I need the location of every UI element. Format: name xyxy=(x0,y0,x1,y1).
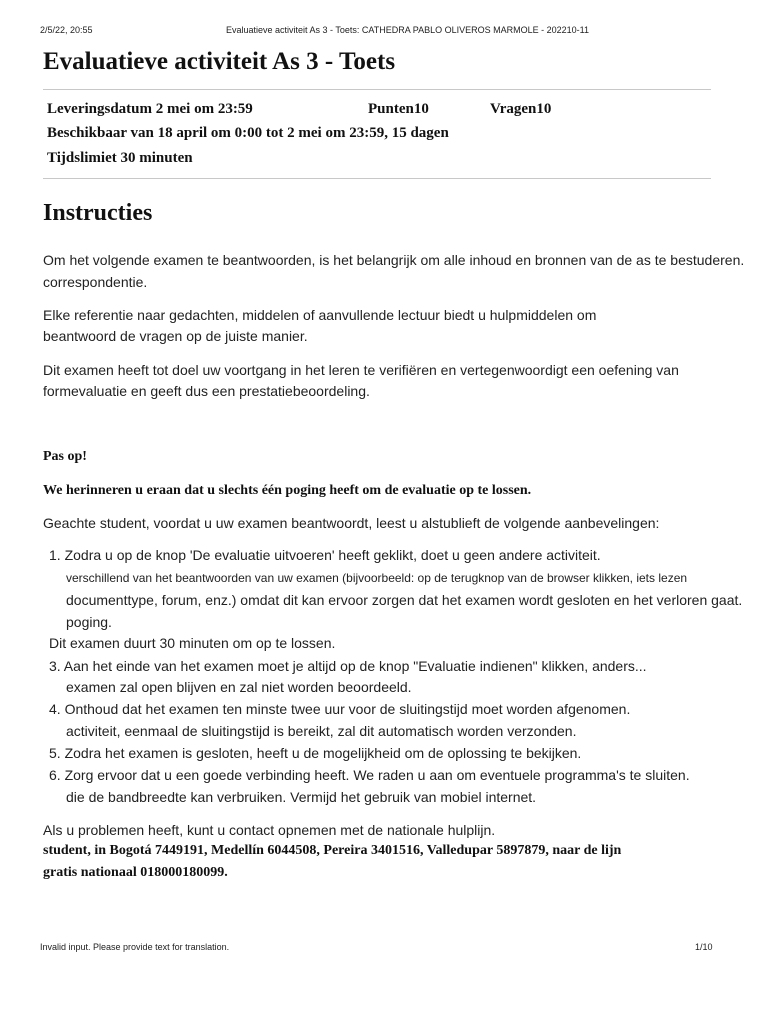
list-item: 6. Zorg ervoor dat u een goede verbinding heeft. We raden u aan om eventuele programma's te sluiten. xyxy=(49,767,690,783)
contact-line: student, in Bogotá 7449191, Medellín 6044508, Pereira 3401516, Valledupar 5897879, naar de lijn xyxy=(43,843,622,858)
recommend-intro: Geachte student, voordat u uw examen beantwoordt, leest u alstublieft de volgende aanbevelingen: xyxy=(43,515,660,531)
contact-intro: Als u problemen heeft, kunt u contact opnemen met de nationale hulplijn. xyxy=(43,822,496,838)
list-item: activiteit, eenmaal de sluitingstijd is bereikt, zal dit automatisch worden verzonden. xyxy=(66,723,577,739)
list-item: 4. Onthoud dat het examen ten minste twee uur voor de sluitingstijd moet worden afgenomen. xyxy=(49,701,631,717)
intro-line: Om het volgende examen te beantwoorden, is het belangrijk om alle inhoud en bronnen van de as te bestuderen. xyxy=(43,252,745,268)
intro-line: formevaluatie en geeft dus een prestatiebeoordeling. xyxy=(43,383,370,399)
intro-line: beantwoord de vragen op de juiste manier. xyxy=(43,328,308,344)
list-item: poging. xyxy=(66,614,112,630)
list-item: 1. Zodra u op de knop 'De evaluatie uitvoeren' heeft geklikt, doet u geen andere activiteit. xyxy=(49,547,601,563)
intro-line: correspondentie. xyxy=(43,274,148,290)
delivery-date: Leveringsdatum 2 mei om 23:59 xyxy=(47,101,253,117)
footer-note: Invalid input. Please provide text for translation. xyxy=(40,942,230,952)
list-item: verschillend van het beantwoorden van uw examen (bijvoorbeeld: op de terugknop van de browser klikken, iets lezen xyxy=(66,571,688,585)
list-item: 5. Zodra het examen is gesloten, heeft u de mogelijkheid om de oplossing te bekijken. xyxy=(49,745,582,761)
page-title: Evaluatieve activiteit As 3 - Toets xyxy=(43,48,396,75)
question-count: Vragen10 xyxy=(490,101,552,117)
time-limit: Tijdslimiet 30 minuten xyxy=(47,150,193,166)
list-item: Dit examen duurt 30 minuten om op te lossen. xyxy=(49,635,336,651)
warning-text: We herinneren u eraan dat u slechts één poging heeft om de evaluatie op te lossen. xyxy=(43,483,532,498)
print-date: 2/5/22, 20:55 xyxy=(40,25,93,35)
divider-top xyxy=(43,89,711,90)
intro-line: Dit examen heeft tot doel uw voortgang in het leren te verifiëren en vertegenwoordigt een oefening van xyxy=(43,362,679,378)
page-number: 1/10 xyxy=(695,942,713,952)
list-item: 3. Aan het einde van het examen moet je altijd op de knop "Evaluatie indienen" klikken, anders... xyxy=(49,658,647,674)
availability: Beschikbaar van 18 april om 0:00 tot 2 mei om 23:59, 15 dagen xyxy=(47,125,449,141)
intro-line: Elke referentie naar gedachten, middelen of aanvullende lectuur biedt u hulpmiddelen om xyxy=(43,307,597,323)
print-title: Evaluatieve activiteit As 3 - Toets: CATHEDRA PABLO OLIVEROS MARMOLE - 202210-11 xyxy=(226,25,589,35)
section-title: Instructies xyxy=(43,200,153,226)
contact-line: gratis nationaal 018000180099. xyxy=(43,865,228,880)
warning-title: Pas op! xyxy=(43,449,87,464)
points: Punten10 xyxy=(368,101,429,117)
divider-bottom xyxy=(43,178,711,179)
list-item: die de bandbreedte kan verbruiken. Vermijd het gebruik van mobiel internet. xyxy=(66,789,537,805)
list-item: examen zal open blijven en zal niet worden beoordeeld. xyxy=(66,679,412,695)
list-item: documenttype, forum, enz.) omdat dit kan ervoor zorgen dat het examen wordt gesloten en het verloren gaat. xyxy=(66,592,743,608)
